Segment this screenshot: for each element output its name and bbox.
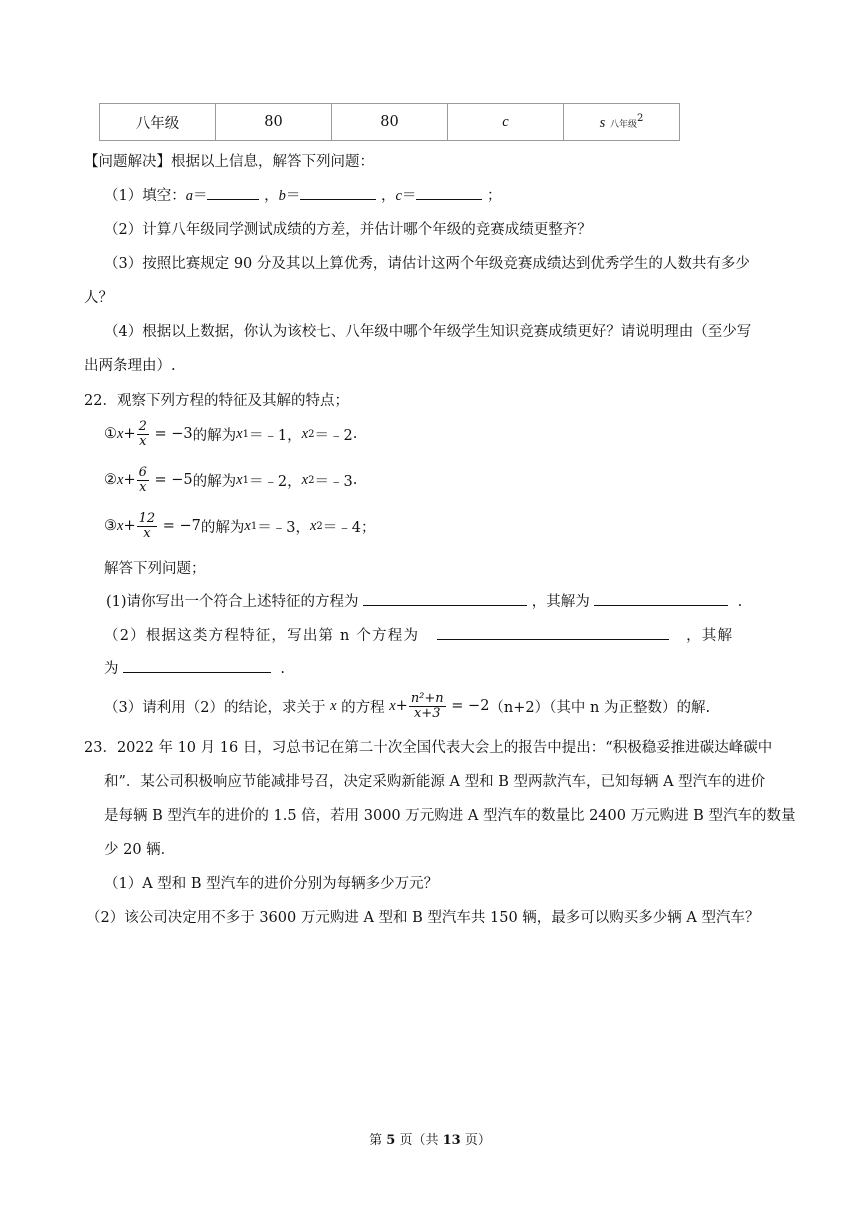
p22-q2-mid: ，其解: [686, 628, 734, 644]
x1-value: ﹣1: [263, 427, 288, 444]
fraction-numerator: 2: [138, 418, 147, 434]
fraction-denominator: x+3: [413, 705, 441, 721]
p22-q3-post: （n+2）（其中 n 为正整数）的解.: [489, 699, 711, 716]
blank-nth-solution[interactable]: [123, 658, 271, 673]
page-number: 5: [386, 1133, 396, 1148]
p22-q1-text: (1)请你写出一个符合上述特征的方程为: [106, 594, 359, 610]
statistics-table: [99, 103, 680, 141]
equation-rhs: = −7: [162, 518, 201, 534]
equation-rhs: = −2: [451, 698, 490, 714]
answer-prompt: 解答下列问题；: [104, 561, 206, 577]
blank-nth-equation[interactable]: [437, 625, 669, 640]
p22-q2-text: （2）根据这类方程特征，写出第 n 个方程为: [104, 628, 420, 644]
fraction-numerator: 6: [138, 464, 147, 480]
x2-value: ﹣2: [328, 427, 353, 444]
problem23-line1: 23．2022 年 10 月 16 日，习总书记在第二十次全国代表大会上的报告中提出：“积极稳妥推进碳达峰碳中: [84, 740, 773, 756]
table-row: [100, 104, 680, 141]
end-punct: ；: [360, 519, 376, 536]
comma: ，: [264, 188, 279, 204]
problem23-line2: 和”．某公司积极响应节能减排号召，决定采购新能源 A 型和 B 型两款汽车，已知每辆 A 型汽车的进价: [104, 774, 766, 790]
q1-fill-line: [104, 184, 502, 205]
fraction-numerator: 12: [138, 510, 156, 526]
blank-a[interactable]: [207, 185, 259, 200]
p22-q3-pre: （3）请利用（2）的结论，求关于: [104, 699, 326, 716]
solution-text: 的解为: [200, 519, 245, 536]
q4-text-line1: （4）根据以上数据，你认为该校七、八年级中哪个年级学生知识竞赛成绩更好？请说明理由（至少写: [104, 324, 752, 340]
end-punct: .: [352, 472, 358, 488]
blank-b[interactable]: [300, 185, 376, 200]
cell-variance: [564, 104, 680, 141]
x2-value: ﹣3: [328, 473, 353, 490]
var-c: c: [395, 188, 402, 204]
equation-rhs: = −3: [154, 426, 193, 442]
cell-mean: 80: [216, 104, 332, 141]
equals-sign: ＝: [285, 188, 301, 204]
fraction: $\frac{6}{x}$: [138, 464, 147, 495]
fraction: $\frac{2}{x}$: [138, 418, 147, 449]
end-punct: .: [280, 661, 285, 677]
semicolon: ；: [487, 188, 502, 204]
p22-q2-line2-text: 为: [104, 661, 119, 677]
variance-superscript: 2: [636, 112, 644, 124]
variance-symbol: s: [599, 114, 606, 131]
fraction-numerator: n²+n: [410, 690, 444, 706]
blank-equation[interactable]: [363, 591, 527, 606]
p22-q2-line: [104, 624, 733, 645]
variance-subscript: 八年级: [609, 119, 637, 130]
x2-value: ﹣4: [337, 519, 361, 536]
equation-2: ② x + $\frac{6}{x}$ = −5 的解为 x 1 ＝ ﹣2 ， x 2 ＝ ﹣3 .: [104, 464, 358, 495]
footer-mid: 页（共: [395, 1133, 443, 1148]
q3-text-line1: （3）按照比赛规定 90 分及其以上算优秀，请估计这两个年级竞赛成绩达到优秀学生的人数共有多少: [104, 256, 750, 272]
cell-mode: c: [448, 104, 564, 141]
equation-rhs: = −5: [154, 472, 193, 488]
blank-c[interactable]: [416, 185, 482, 200]
solution-text: 的解为: [192, 427, 237, 444]
equation-3: ③ x + $\frac{12}{x}$ = −7 的解为 x 1 ＝ ﹣3 ， x 2 ＝ ﹣4 ；: [104, 510, 376, 541]
x1-value: ﹣3: [271, 519, 296, 536]
equals-sign: ＝: [192, 188, 208, 204]
q3-text-line2: 人？: [84, 290, 113, 306]
end-punct: .: [737, 594, 743, 610]
end-punct: .: [352, 426, 358, 442]
circled-number: ②: [104, 472, 117, 488]
problem23-q1: （1）A 型和 B 型汽车的进价分别为每辆多少万元？: [104, 876, 439, 892]
equals-sign: ＝: [401, 188, 417, 204]
footer-pre: 第: [369, 1133, 387, 1148]
fraction: [409, 692, 446, 721]
var-x: x: [330, 697, 337, 714]
problem23-q2: （2）该公司决定用不多于 3600 万元购进 A 型和 B 型汽车共 150 辆，最多可以购买多少辆 A 型汽车？: [86, 910, 760, 926]
equation-1: ① x + $\frac{2}{x}$ = −3 的解为 x 1 ＝ ﹣1 ， x 2 ＝ ﹣2 .: [104, 418, 358, 449]
page-footer: [0, 1129, 860, 1148]
fraction: $\frac{12}{x}$: [138, 510, 156, 541]
p22-q3-mid: 的方程: [341, 699, 385, 716]
problem-solving-heading: 【问题解决】根据以上信息，解答下列问题：: [84, 154, 374, 170]
circled-number: ①: [104, 426, 117, 442]
cell-median: 80: [332, 104, 448, 141]
var-a: a: [185, 188, 193, 204]
cell-grade: 八年级: [100, 104, 216, 141]
q4-text-line2: 出两条理由）.: [84, 358, 176, 374]
problem23-line3: 是每辆 B 型汽车的进价的 1.5 倍，若用 3000 万元购进 A 型汽车的数量比 2400 万元购进 B 型汽车的数量: [104, 808, 796, 824]
p22-q1-line: [106, 590, 742, 611]
solution-text: 的解为: [192, 473, 237, 490]
q2-text: （2）计算八年级同学测试成绩的方差，并估计哪个年级的竞赛成绩更整齐？: [104, 222, 592, 238]
x1-value: ﹣2: [263, 473, 288, 490]
problem23-line4: 少 20 辆．: [104, 842, 176, 858]
footer-post: 页）: [460, 1133, 491, 1148]
problem22-title: 22．观察下列方程的特征及其解的特点；: [84, 393, 349, 409]
var-b: b: [278, 188, 286, 204]
p22-q1-mid: ，其解为: [531, 594, 590, 610]
q1-prefix: （1）填空：: [104, 188, 186, 204]
circled-number: ③: [104, 518, 117, 534]
p22-q3-line: （3）请利用（2）的结论，求关于 x 的方程 x + $\frac{\text{n²+n}}{x+3}$ = −2 （n+2）（其中 n 为正整数）的解.: [104, 690, 711, 721]
blank-solution[interactable]: [594, 591, 728, 606]
p22-q2-line2: [104, 657, 285, 678]
total-pages: 13: [442, 1133, 461, 1148]
comma: ，: [380, 188, 396, 204]
